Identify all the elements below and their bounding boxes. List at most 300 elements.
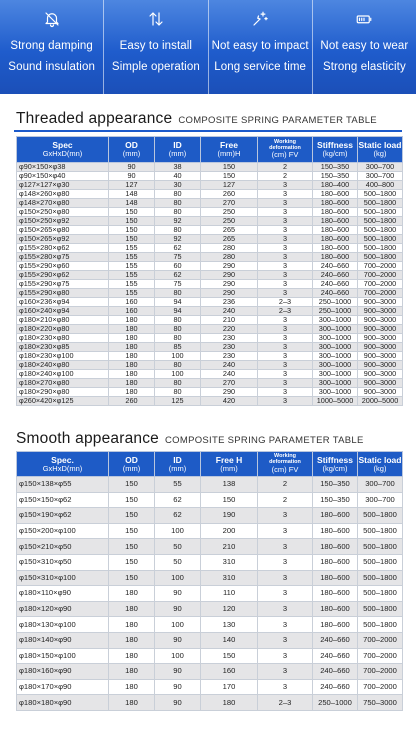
table-row bbox=[17, 586, 403, 602]
cell-spec: φ155×290×φ75 bbox=[17, 280, 109, 289]
table-row bbox=[17, 343, 403, 352]
cell-stiffness: 300–1000 bbox=[313, 343, 358, 352]
cell-stiffness: 180–400 bbox=[313, 181, 358, 190]
col-od-label: OD bbox=[125, 140, 138, 151]
col-free-height bbox=[201, 137, 258, 163]
feature-impact bbox=[209, 0, 313, 94]
cell-working-deformation: 3 bbox=[258, 334, 313, 343]
col-free-label: Free H bbox=[215, 454, 243, 465]
cell-static-load: 500–1800 bbox=[358, 523, 403, 539]
cell-static-load: 300–700 bbox=[358, 477, 403, 493]
cell-working-deformation: 3 bbox=[258, 199, 313, 208]
cell-working-deformation: 3 bbox=[258, 379, 313, 388]
cell-free-height: 190 bbox=[201, 508, 258, 524]
cell-spec: φ150×250×φ92 bbox=[17, 217, 109, 226]
cell-free-height: 210 bbox=[201, 316, 258, 325]
cell-free-height: 230 bbox=[201, 334, 258, 343]
col-id-unit: (mm) bbox=[168, 149, 187, 159]
cell-spec: φ180×230×φ100 bbox=[17, 352, 109, 361]
col-spec-label: Spec. bbox=[51, 454, 74, 465]
cell-working-deformation: 3 bbox=[258, 289, 313, 298]
cell-stiffness: 180–600 bbox=[313, 235, 358, 244]
cell-static-load: 700–2000 bbox=[358, 648, 403, 664]
cell-spec: φ150×265×φ80 bbox=[17, 226, 109, 235]
cell-spec: φ127×127×φ30 bbox=[17, 181, 109, 190]
cell-spec: φ160×236×φ94 bbox=[17, 298, 109, 307]
cell-static-load: 700–2000 bbox=[358, 271, 403, 280]
cell-static-load: 500–1800 bbox=[358, 235, 403, 244]
cell-stiffness: 250–1000 bbox=[313, 695, 358, 711]
cell-stiffness: 240–660 bbox=[313, 632, 358, 648]
smooth-subtitle: COMPOSITE SPRING PARAMETER TABLE bbox=[165, 435, 364, 446]
cell-od: 180 bbox=[109, 617, 155, 633]
cell-free-height: 130 bbox=[201, 617, 258, 633]
table-row bbox=[17, 352, 403, 361]
cell-spec: φ150×200×φ100 bbox=[17, 523, 109, 539]
col-spec bbox=[17, 137, 109, 163]
smooth-heading bbox=[16, 430, 364, 448]
cell-free-height: 310 bbox=[201, 570, 258, 586]
cell-spec: φ180×210×φ80 bbox=[17, 316, 109, 325]
col-working-deformation bbox=[258, 452, 313, 477]
cell-stiffness: 180–600 bbox=[313, 199, 358, 208]
cell-id: 90 bbox=[155, 632, 201, 648]
cell-spec: φ90×150×φ38 bbox=[17, 163, 109, 172]
feature-line2: Strong elasticity bbox=[322, 61, 406, 73]
cell-stiffness: 240–660 bbox=[313, 280, 358, 289]
table-row bbox=[17, 307, 403, 316]
cell-static-load: 900–3000 bbox=[358, 325, 403, 334]
cell-static-load: 900–3000 bbox=[358, 316, 403, 325]
feature-banner bbox=[0, 0, 416, 94]
cell-spec: φ180×130×φ100 bbox=[17, 617, 109, 633]
cell-id: 80 bbox=[155, 316, 201, 325]
table-row bbox=[17, 554, 403, 570]
cell-id: 100 bbox=[155, 370, 201, 379]
feature-line2: Sound insulation bbox=[8, 61, 95, 73]
cell-working-deformation: 2 bbox=[258, 492, 313, 508]
cell-working-deformation: 3 bbox=[258, 523, 313, 539]
cell-free-height: 200 bbox=[201, 523, 258, 539]
feature-line1: Not easy to impact bbox=[211, 40, 309, 52]
col-free-unit: (mm)H bbox=[217, 149, 241, 159]
col-stiffness bbox=[313, 137, 358, 163]
cell-id: 50 bbox=[155, 539, 201, 555]
col-stiffness-label: Stiffness bbox=[317, 140, 353, 151]
cell-id: 62 bbox=[155, 508, 201, 524]
cell-spec: φ180×220×φ80 bbox=[17, 325, 109, 334]
cell-id: 80 bbox=[155, 289, 201, 298]
cell-stiffness: 240–660 bbox=[313, 679, 358, 695]
table-row bbox=[17, 570, 403, 586]
cell-stiffness: 180–600 bbox=[313, 554, 358, 570]
cell-id: 90 bbox=[155, 601, 201, 617]
cell-od: 180 bbox=[109, 601, 155, 617]
cell-id: 85 bbox=[155, 343, 201, 352]
cell-free-height: 110 bbox=[201, 586, 258, 602]
cell-stiffness: 250–1000 bbox=[313, 307, 358, 316]
cell-spec: φ180×180×φ90 bbox=[17, 695, 109, 711]
cell-id: 40 bbox=[155, 172, 201, 181]
cell-stiffness: 180–600 bbox=[313, 508, 358, 524]
col-spec-unit: GxHxD(mn) bbox=[42, 463, 83, 473]
cell-od: 150 bbox=[109, 539, 155, 555]
smooth-parameter-table bbox=[16, 451, 403, 711]
cell-id: 92 bbox=[155, 217, 201, 226]
cell-stiffness: 300–1000 bbox=[313, 352, 358, 361]
cell-spec: φ150×190×φ62 bbox=[17, 508, 109, 524]
cell-id: 80 bbox=[155, 379, 201, 388]
cell-od: 180 bbox=[109, 679, 155, 695]
table-row bbox=[17, 316, 403, 325]
feature-damping bbox=[0, 0, 104, 94]
cell-static-load: 500–1800 bbox=[358, 199, 403, 208]
cell-stiffness: 180–600 bbox=[313, 217, 358, 226]
cell-stiffness: 180–600 bbox=[313, 570, 358, 586]
cell-od: 155 bbox=[109, 289, 155, 298]
cell-static-load: 300–700 bbox=[358, 163, 403, 172]
cell-od: 150 bbox=[109, 570, 155, 586]
cell-static-load: 500–1800 bbox=[358, 508, 403, 524]
cell-od: 260 bbox=[109, 397, 155, 406]
col-stiffness bbox=[313, 452, 358, 477]
cell-spec: φ150×310×φ100 bbox=[17, 570, 109, 586]
cell-working-deformation: 3 bbox=[258, 508, 313, 524]
cell-free-height: 230 bbox=[201, 352, 258, 361]
cell-spec: φ180×160×φ90 bbox=[17, 664, 109, 680]
cell-free-height: 236 bbox=[201, 298, 258, 307]
cell-stiffness: 240–660 bbox=[313, 271, 358, 280]
cell-id: 100 bbox=[155, 523, 201, 539]
cell-id: 125 bbox=[155, 397, 201, 406]
cell-od: 180 bbox=[109, 316, 155, 325]
cell-static-load: 300–700 bbox=[358, 492, 403, 508]
cell-static-load: 500–1800 bbox=[358, 617, 403, 633]
cell-id: 55 bbox=[155, 477, 201, 493]
cell-od: 155 bbox=[109, 271, 155, 280]
cell-static-load: 2000–5000 bbox=[358, 397, 403, 406]
cell-id: 100 bbox=[155, 648, 201, 664]
cell-working-deformation: 3 bbox=[258, 586, 313, 602]
cell-id: 90 bbox=[155, 679, 201, 695]
cell-static-load: 500–1800 bbox=[358, 226, 403, 235]
table-row bbox=[17, 262, 403, 271]
cell-od: 180 bbox=[109, 664, 155, 680]
cell-free-height: 290 bbox=[201, 271, 258, 280]
cell-id: 94 bbox=[155, 298, 201, 307]
cell-stiffness: 150–350 bbox=[313, 492, 358, 508]
cell-static-load: 900–3000 bbox=[358, 307, 403, 316]
cell-od: 180 bbox=[109, 325, 155, 334]
col-stiffness-label: Stiffness bbox=[317, 454, 353, 465]
cell-spec: φ180×290×φ80 bbox=[17, 388, 109, 397]
cell-stiffness: 150–350 bbox=[313, 172, 358, 181]
cell-working-deformation: 3 bbox=[258, 316, 313, 325]
cell-spec: φ180×230×φ80 bbox=[17, 334, 109, 343]
cell-static-load: 700–2000 bbox=[358, 262, 403, 271]
cell-working-deformation: 3 bbox=[258, 226, 313, 235]
cell-spec: φ150×138×φ55 bbox=[17, 477, 109, 493]
cell-free-height: 265 bbox=[201, 226, 258, 235]
cell-od: 148 bbox=[109, 190, 155, 199]
cell-stiffness: 180–600 bbox=[313, 617, 358, 633]
cell-working-deformation: 2 bbox=[258, 172, 313, 181]
col-wd-unit: (cm) FV bbox=[271, 150, 299, 160]
table-row bbox=[17, 648, 403, 664]
cell-free-height: 120 bbox=[201, 601, 258, 617]
cell-free-height: 150 bbox=[201, 492, 258, 508]
cell-working-deformation: 3 bbox=[258, 253, 313, 262]
cell-stiffness: 300–1000 bbox=[313, 379, 358, 388]
cell-working-deformation: 3 bbox=[258, 554, 313, 570]
table-row bbox=[17, 397, 403, 406]
table-row bbox=[17, 172, 403, 181]
cell-id: 80 bbox=[155, 199, 201, 208]
col-working-deformation bbox=[258, 137, 313, 163]
cell-static-load: 900–3000 bbox=[358, 370, 403, 379]
cell-id: 92 bbox=[155, 235, 201, 244]
table-row bbox=[17, 235, 403, 244]
col-stiffness-unit: (kg/cm) bbox=[322, 463, 348, 473]
cell-stiffness: 180–600 bbox=[313, 523, 358, 539]
cell-static-load: 500–1800 bbox=[358, 586, 403, 602]
cell-free-height: 220 bbox=[201, 325, 258, 334]
cell-static-load: 500–1800 bbox=[358, 217, 403, 226]
table-row bbox=[17, 477, 403, 493]
cell-spec: φ150×265×φ92 bbox=[17, 235, 109, 244]
feature-install bbox=[104, 0, 208, 94]
col-stiffness-unit: (kg/cm) bbox=[322, 149, 348, 159]
cell-free-height: 290 bbox=[201, 289, 258, 298]
threaded-parameter-table bbox=[16, 136, 403, 406]
cell-stiffness: 180–600 bbox=[313, 586, 358, 602]
cell-id: 100 bbox=[155, 617, 201, 633]
table-row bbox=[17, 334, 403, 343]
col-id-unit: (mm) bbox=[168, 463, 187, 473]
up-down-arrows-icon bbox=[104, 10, 207, 28]
col-spec-unit: GxHxD(mn) bbox=[42, 149, 83, 159]
cell-id: 90 bbox=[155, 586, 201, 602]
cell-id: 90 bbox=[155, 664, 201, 680]
cell-stiffness: 150–350 bbox=[313, 477, 358, 493]
cell-spec: φ180×170×φ90 bbox=[17, 679, 109, 695]
cell-spec: φ180×150×φ100 bbox=[17, 648, 109, 664]
cell-od: 180 bbox=[109, 586, 155, 602]
cell-free-height: 420 bbox=[201, 397, 258, 406]
cell-working-deformation: 3 bbox=[258, 208, 313, 217]
cell-spec: φ150×250×φ80 bbox=[17, 208, 109, 217]
col-load-unit: (kg) bbox=[373, 463, 387, 473]
cell-od: 180 bbox=[109, 343, 155, 352]
threaded-heading bbox=[16, 110, 377, 128]
col-static-load bbox=[358, 137, 403, 163]
cell-id: 94 bbox=[155, 307, 201, 316]
cell-spec: φ180×240×φ80 bbox=[17, 361, 109, 370]
cell-static-load: 900–3000 bbox=[358, 352, 403, 361]
table-row bbox=[17, 695, 403, 711]
cell-static-load: 900–3000 bbox=[358, 343, 403, 352]
table-row bbox=[17, 199, 403, 208]
table-row bbox=[17, 208, 403, 217]
cell-working-deformation: 2 bbox=[258, 477, 313, 493]
cell-spec: φ155×280×φ62 bbox=[17, 244, 109, 253]
cell-working-deformation: 3 bbox=[258, 601, 313, 617]
cell-free-height: 150 bbox=[201, 163, 258, 172]
cell-stiffness: 300–1000 bbox=[313, 334, 358, 343]
cell-free-height: 280 bbox=[201, 244, 258, 253]
cell-stiffness: 250–1000 bbox=[313, 298, 358, 307]
table-row bbox=[17, 280, 403, 289]
threaded-subtitle: COMPOSITE SPRING PARAMETER TABLE bbox=[178, 115, 377, 126]
cell-od: 180 bbox=[109, 334, 155, 343]
cell-od: 180 bbox=[109, 632, 155, 648]
cell-spec: φ155×280×φ75 bbox=[17, 253, 109, 262]
cell-free-height: 180 bbox=[201, 695, 258, 711]
cell-stiffness: 180–600 bbox=[313, 226, 358, 235]
cell-static-load: 700–2000 bbox=[358, 289, 403, 298]
cell-free-height: 140 bbox=[201, 632, 258, 648]
cell-od: 148 bbox=[109, 199, 155, 208]
cell-od: 150 bbox=[109, 554, 155, 570]
cell-spec: φ155×290×φ62 bbox=[17, 271, 109, 280]
cell-id: 80 bbox=[155, 226, 201, 235]
cell-spec: φ90×150×φ40 bbox=[17, 172, 109, 181]
table-row bbox=[17, 632, 403, 648]
table-row bbox=[17, 664, 403, 680]
cell-working-deformation: 3 bbox=[258, 343, 313, 352]
col-load-label: Static load bbox=[358, 454, 402, 465]
cell-stiffness: 240–660 bbox=[313, 262, 358, 271]
cell-working-deformation: 2 bbox=[258, 163, 313, 172]
col-spec bbox=[17, 452, 109, 477]
cell-static-load: 500–1800 bbox=[358, 539, 403, 555]
cell-working-deformation: 2–3 bbox=[258, 307, 313, 316]
cell-spec: φ180×230×φ85 bbox=[17, 343, 109, 352]
cell-spec: φ180×140×φ90 bbox=[17, 632, 109, 648]
cell-od: 155 bbox=[109, 280, 155, 289]
cell-static-load: 300–700 bbox=[358, 172, 403, 181]
cell-working-deformation: 2–3 bbox=[258, 298, 313, 307]
cell-stiffness: 180–600 bbox=[313, 244, 358, 253]
cell-spec: φ180×120×φ90 bbox=[17, 601, 109, 617]
cell-static-load: 500–1800 bbox=[358, 601, 403, 617]
cell-free-height: 250 bbox=[201, 217, 258, 226]
col-wd-unit: (cm) FV bbox=[271, 464, 299, 474]
cell-od: 150 bbox=[109, 226, 155, 235]
table-row bbox=[17, 370, 403, 379]
cell-spec: φ155×290×φ60 bbox=[17, 262, 109, 271]
cell-static-load: 900–3000 bbox=[358, 334, 403, 343]
col-wd-label: Working deformation bbox=[269, 138, 301, 151]
table-row bbox=[17, 492, 403, 508]
table-row bbox=[17, 244, 403, 253]
col-load-label: Static load bbox=[358, 140, 402, 151]
cell-id: 80 bbox=[155, 325, 201, 334]
cell-od: 150 bbox=[109, 477, 155, 493]
cell-id: 30 bbox=[155, 181, 201, 190]
bell-icon bbox=[0, 10, 103, 28]
cell-spec: φ150×310×φ50 bbox=[17, 554, 109, 570]
cell-working-deformation: 3 bbox=[258, 539, 313, 555]
cell-free-height: 250 bbox=[201, 208, 258, 217]
cell-stiffness: 180–600 bbox=[313, 253, 358, 262]
table-row bbox=[17, 325, 403, 334]
cell-free-height: 230 bbox=[201, 343, 258, 352]
col-id-label: ID bbox=[173, 454, 182, 465]
cell-spec: φ155×290×φ80 bbox=[17, 289, 109, 298]
cell-spec: φ180×240×φ100 bbox=[17, 370, 109, 379]
table-row bbox=[17, 253, 403, 262]
table-row bbox=[17, 298, 403, 307]
cell-id: 38 bbox=[155, 163, 201, 172]
cell-spec: φ148×260×φ80 bbox=[17, 190, 109, 199]
table-row bbox=[17, 271, 403, 280]
cell-free-height: 240 bbox=[201, 307, 258, 316]
cell-stiffness: 180–600 bbox=[313, 208, 358, 217]
threaded-divider bbox=[14, 130, 402, 132]
cell-id: 100 bbox=[155, 570, 201, 586]
cell-working-deformation: 3 bbox=[258, 280, 313, 289]
cell-od: 150 bbox=[109, 492, 155, 508]
col-free-height bbox=[201, 452, 258, 477]
cell-free-height: 240 bbox=[201, 361, 258, 370]
cell-spec: φ148×270×φ80 bbox=[17, 199, 109, 208]
cell-od: 180 bbox=[109, 388, 155, 397]
cell-working-deformation: 3 bbox=[258, 244, 313, 253]
cell-static-load: 500–1800 bbox=[358, 244, 403, 253]
table-row bbox=[17, 539, 403, 555]
cell-free-height: 270 bbox=[201, 199, 258, 208]
col-spec-label: Spec bbox=[52, 140, 73, 151]
cell-static-load: 500–1800 bbox=[358, 570, 403, 586]
cell-working-deformation: 3 bbox=[258, 271, 313, 280]
feature-wear bbox=[313, 0, 416, 94]
cell-stiffness: 300–1000 bbox=[313, 325, 358, 334]
cell-free-height: 310 bbox=[201, 554, 258, 570]
cell-od: 180 bbox=[109, 648, 155, 664]
cell-od: 155 bbox=[109, 262, 155, 271]
cell-stiffness: 150–350 bbox=[313, 163, 358, 172]
impact-sparkle-icon bbox=[209, 10, 312, 28]
cell-od: 150 bbox=[109, 208, 155, 217]
cell-stiffness: 300–1000 bbox=[313, 388, 358, 397]
cell-spec: φ180×270×φ80 bbox=[17, 379, 109, 388]
cell-stiffness: 180–600 bbox=[313, 601, 358, 617]
cell-working-deformation: 3 bbox=[258, 262, 313, 271]
cell-static-load: 700–2000 bbox=[358, 664, 403, 680]
cell-working-deformation: 3 bbox=[258, 217, 313, 226]
cell-od: 155 bbox=[109, 253, 155, 262]
col-free-unit: (mm) bbox=[220, 463, 238, 473]
cell-working-deformation: 3 bbox=[258, 648, 313, 664]
cell-od: 90 bbox=[109, 163, 155, 172]
smooth-title: Smooth appearance bbox=[16, 430, 159, 447]
cell-static-load: 750–3000 bbox=[358, 695, 403, 711]
cell-static-load: 900–3000 bbox=[358, 379, 403, 388]
col-id-label: ID bbox=[173, 140, 182, 151]
cell-working-deformation: 3 bbox=[258, 370, 313, 379]
cell-id: 80 bbox=[155, 190, 201, 199]
col-wd-label: Working deformation bbox=[269, 453, 301, 466]
cell-id: 80 bbox=[155, 334, 201, 343]
table-row bbox=[17, 601, 403, 617]
col-od bbox=[109, 137, 155, 163]
cell-free-height: 290 bbox=[201, 262, 258, 271]
cell-static-load: 700–2000 bbox=[358, 280, 403, 289]
col-load-unit: (kg) bbox=[373, 149, 387, 159]
col-od-label: OD bbox=[125, 454, 138, 465]
cell-od: 155 bbox=[109, 244, 155, 253]
